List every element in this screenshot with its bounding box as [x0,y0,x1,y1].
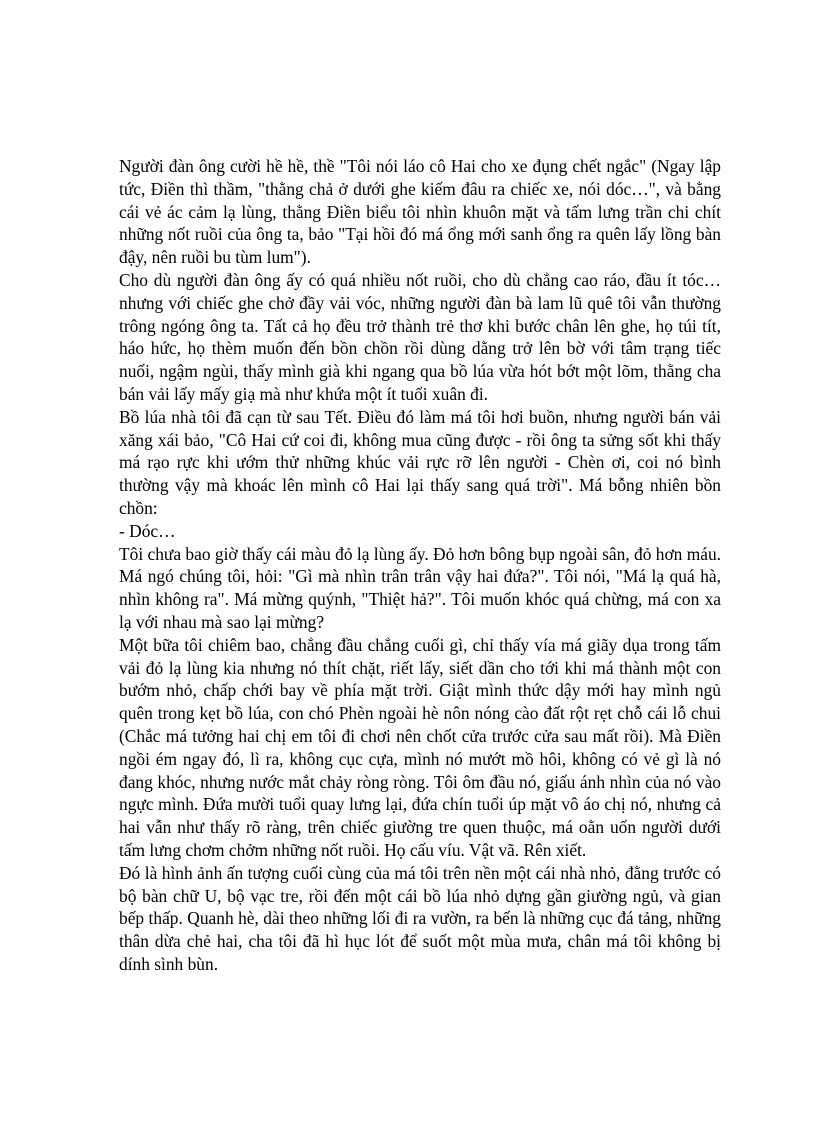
paragraph-3: Bồ lúa nhà tôi đã cạn từ sau Tết. Điều đó làm má tôi hơi buồn, nhưng người bán vải xăng xái bảo, "Cô Hai cứ coi đi, không mua cũng được - rồi ông ta sửng sốt khi thấy má rạo rực khi ướm thử những khúc vải rực rỡ lên người - Chèn ơi, coi nó bình thường vậy mà khoác lên mình cô Hai lại thấy sang quá trời". Má bỗng nhiên bồn chồn: [119,406,721,518]
paragraph-4: - Dóc… [119,520,176,541]
document-body [119,155,721,976]
paragraph-7: Đó là hình ảnh ấn tượng cuối cùng của má tôi trên nền một cái nhà nhỏ, đằng trước có bộ bàn chữ U, bộ vạc tre, rồi đến một cái bồ lúa nhỏ dựng gần giường ngủ, và gian bếp thấp. Quanh hè, dài theo những lối đi ra vườn, ra bến là những cục đá tảng, những thân dừa chẻ hai, cha tôi đã hì hục lót để suốt một mùa mưa, chân má tôi không bị dính sình bùn. [119,862,721,974]
paragraph-1: Người đàn ông cười hề hề, thề "Tôi nói láo cô Hai cho xe đụng chết ngắc" (Ngay lập tức, Điền thì thầm, "thằng chả ở dưới ghe kiếm đâu ra chiếc xe, nói dóc…", và bằng cái vẻ ác cảm lạ lùng, thằng Điền biểu tôi nhìn khuôn mặt và tấm lưng trần chi chít những nốt ruồi của ông ta, bảo "Tại hồi đó má ổng mới sanh ổng ra quên lấy lồng bàn đậy, nên ruồi bu tùm lum"). [119,156,721,268]
paragraph-5: Tôi chưa bao giờ thấy cái màu đỏ lạ lùng ấy. Đỏ hơn bông bụp ngoài sân, đỏ hơn máu. Má ngó chúng tôi, hỏi: "Gì mà nhìn trân trân vậy hai đứa?". Tôi nói, "Má lạ quá hà, nhìn không ra". Má mừng quýnh, "Thiệt hả?". Tôi muốn khóc quá chừng, má con xa lạ với nhau mà sao lại mừng? [119,543,721,632]
paragraph-2: Cho dù người đàn ông ấy có quá nhiều nốt ruồi, cho dù chẳng cao ráo, đầu ít tóc… nhưng với chiếc ghe chở đầy vải vóc, những người đàn bà lam lũ quê tôi vẫn thường trông ngóng ông ta. Tất cả họ đều trở thành trẻ thơ khi bước chân lên ghe, họ túi tít, háo hức, họ thèm muốn đến bồn chồn rồi dùng dằng trở lên bờ với tâm trạng tiếc nuối, ngậm ngùi, thấy mình già khi ngang qua bồ lúa vừa hót bớt một lõm, thằng cha bán vải lấy mấy giạ mà như khứa một ít tuổi xuân đi. [119,269,721,404]
paragraph-6: Một bữa tôi chiêm bao, chẳng đầu chẳng cuối gì, chỉ thấy vía má giãy dụa trong tấm vải đỏ lạ lùng kia nhưng nó thít chặt, riết lấy, siết dần cho tới khi má thành một con bướm nhỏ, chấp chới bay về phía mặt trời. Giật mình thức dậy mới hay mình ngủ quên trong kẹt bồ lúa, con chó Phèn ngoài hè nôn nóng cào đất rột rẹt chỗ cái lỗ chui (Chắc má tưởng hai chị em tôi đi chơi nên chốt cửa trước cửa sau mất rồi). Mà Điền ngồi ém ngay đó, lì ra, không cục cựa, mình nó mướt mồ hôi, không có vẻ gì là nó đang khóc, nhưng nước mắt chảy ròng ròng. Tôi ôm đầu nó, giấu ánh nhìn của nó vào ngực mình. Đứa mười tuổi quay lưng lại, đứa chín tuổi úp mặt vô áo chị nó, nhưng cả hai vẫn như thấy rõ ràng, trên chiếc giường tre quen thuộc, má oằn uốn người dưới tấm lưng chơm chởm những nốt ruồi. Họ cấu víu. Vật vã. Rên xiết. [119,634,721,860]
